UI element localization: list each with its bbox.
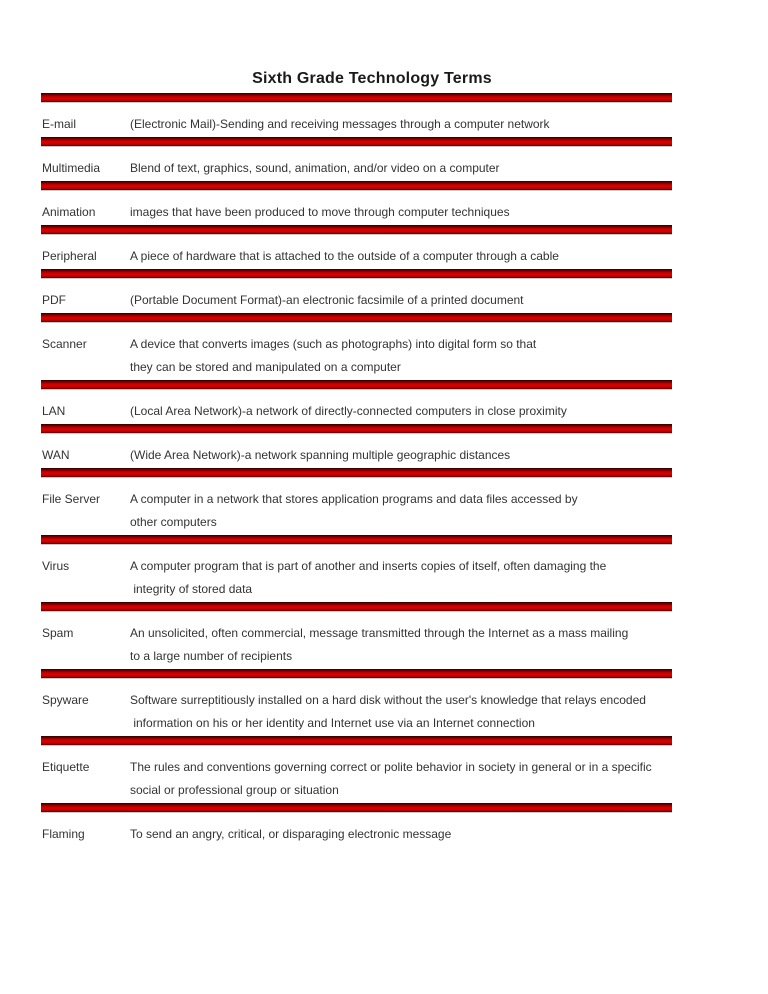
term-label: WAN bbox=[42, 448, 70, 462]
term-definition bbox=[130, 157, 757, 180]
definition-line: A computer in a network that stores application programs and data files accessed by bbox=[130, 492, 578, 506]
term-definition bbox=[130, 555, 757, 601]
term-definition bbox=[130, 622, 757, 668]
term-label: Animation bbox=[42, 205, 96, 219]
term-row-virus bbox=[41, 545, 757, 602]
term-row-pdf bbox=[41, 279, 757, 313]
term-definition bbox=[130, 400, 757, 423]
term-row-spam bbox=[41, 612, 757, 669]
definition-line: An unsolicited, often commercial, message transmitted through the Internet as a mass mailing bbox=[130, 626, 629, 640]
term-definition bbox=[130, 689, 757, 735]
term-row-animation bbox=[41, 191, 757, 225]
term-label: Multimedia bbox=[42, 161, 101, 175]
red-divider bbox=[41, 669, 672, 679]
term-label: File Server bbox=[42, 492, 101, 506]
definition-line: (Local Area Network)-a network of directly-connected computers in close proximity bbox=[130, 404, 567, 418]
term-definition bbox=[130, 245, 757, 268]
red-divider bbox=[41, 736, 672, 746]
definition-line: to a large number of recipients bbox=[130, 649, 293, 663]
red-divider bbox=[41, 137, 672, 147]
term-definition bbox=[130, 444, 757, 467]
term-row-multimedia bbox=[41, 147, 757, 181]
term-row-scanner bbox=[41, 323, 757, 380]
page-title: Sixth Grade Technology Terms bbox=[252, 70, 492, 87]
definition-line: (Electronic Mail)-Sending and receiving messages through a computer network bbox=[130, 117, 550, 131]
definition-line: A computer program that is part of another and inserts copies of itself, often damaging the bbox=[130, 559, 607, 573]
term-label: Virus bbox=[42, 559, 70, 573]
term-definition bbox=[130, 289, 757, 312]
term-label: Spam bbox=[42, 626, 74, 640]
term-row-spyware bbox=[41, 679, 757, 736]
definition-line: Blend of text, graphics, sound, animation, and/or video on a computer bbox=[130, 161, 500, 175]
term-definition bbox=[130, 756, 757, 802]
definition-line: (Portable Document Format)-an electronic facsimile of a printed document bbox=[130, 293, 524, 307]
term-row-email bbox=[41, 103, 757, 137]
red-divider bbox=[41, 424, 672, 434]
term-label: Flaming bbox=[42, 827, 85, 841]
definition-line: To send an angry, critical, or disparaging electronic message bbox=[130, 827, 452, 841]
term-label: E-mail bbox=[42, 117, 77, 131]
red-divider bbox=[41, 468, 672, 478]
red-divider bbox=[41, 602, 672, 612]
term-row-flaming bbox=[41, 813, 757, 847]
term-label: PDF bbox=[42, 293, 66, 307]
definition-line: Software surreptitiously installed on a hard disk without the user's knowledge that relays encoded bbox=[130, 693, 646, 707]
definition-line: information on his or her identity and Internet use via an Internet connection bbox=[130, 716, 535, 730]
term-label: Scanner bbox=[42, 337, 87, 351]
red-divider bbox=[41, 803, 672, 813]
definition-line: A device that converts images (such as photographs) into digital form so that bbox=[130, 337, 537, 351]
definition-line: integrity of stored data bbox=[130, 582, 253, 596]
term-definition bbox=[130, 113, 757, 136]
red-divider bbox=[41, 181, 672, 191]
term-row-peripheral bbox=[41, 235, 757, 269]
term-row-wan bbox=[41, 434, 757, 468]
definition-line: other computers bbox=[130, 515, 217, 529]
definition-line: A piece of hardware that is attached to the outside of a computer through a cable bbox=[130, 249, 559, 263]
definition-line: The rules and conventions governing correct or polite behavior in society in general or in a specific bbox=[130, 760, 652, 774]
term-row-lan bbox=[41, 390, 757, 424]
term-label: Spyware bbox=[42, 693, 89, 707]
term-definition bbox=[130, 823, 757, 846]
term-label: LAN bbox=[42, 404, 66, 418]
red-divider bbox=[41, 380, 672, 390]
definition-line: social or professional group or situation bbox=[130, 783, 339, 797]
definition-line: images that have been produced to move through computer techniques bbox=[130, 205, 510, 219]
red-divider bbox=[41, 93, 672, 103]
term-definition bbox=[130, 201, 757, 224]
term-definition bbox=[130, 488, 757, 534]
term-label: Etiquette bbox=[42, 760, 90, 774]
definition-line: (Wide Area Network)-a network spanning multiple geographic distances bbox=[130, 448, 511, 462]
term-row-file-server bbox=[41, 478, 757, 535]
term-row-etiquette bbox=[41, 746, 757, 803]
red-divider bbox=[41, 313, 672, 323]
red-divider bbox=[41, 535, 672, 545]
term-label: Peripheral bbox=[42, 249, 97, 263]
red-divider bbox=[41, 269, 672, 279]
definition-line: they can be stored and manipulated on a computer bbox=[130, 360, 401, 374]
term-definition bbox=[130, 333, 757, 379]
red-divider bbox=[41, 225, 672, 235]
